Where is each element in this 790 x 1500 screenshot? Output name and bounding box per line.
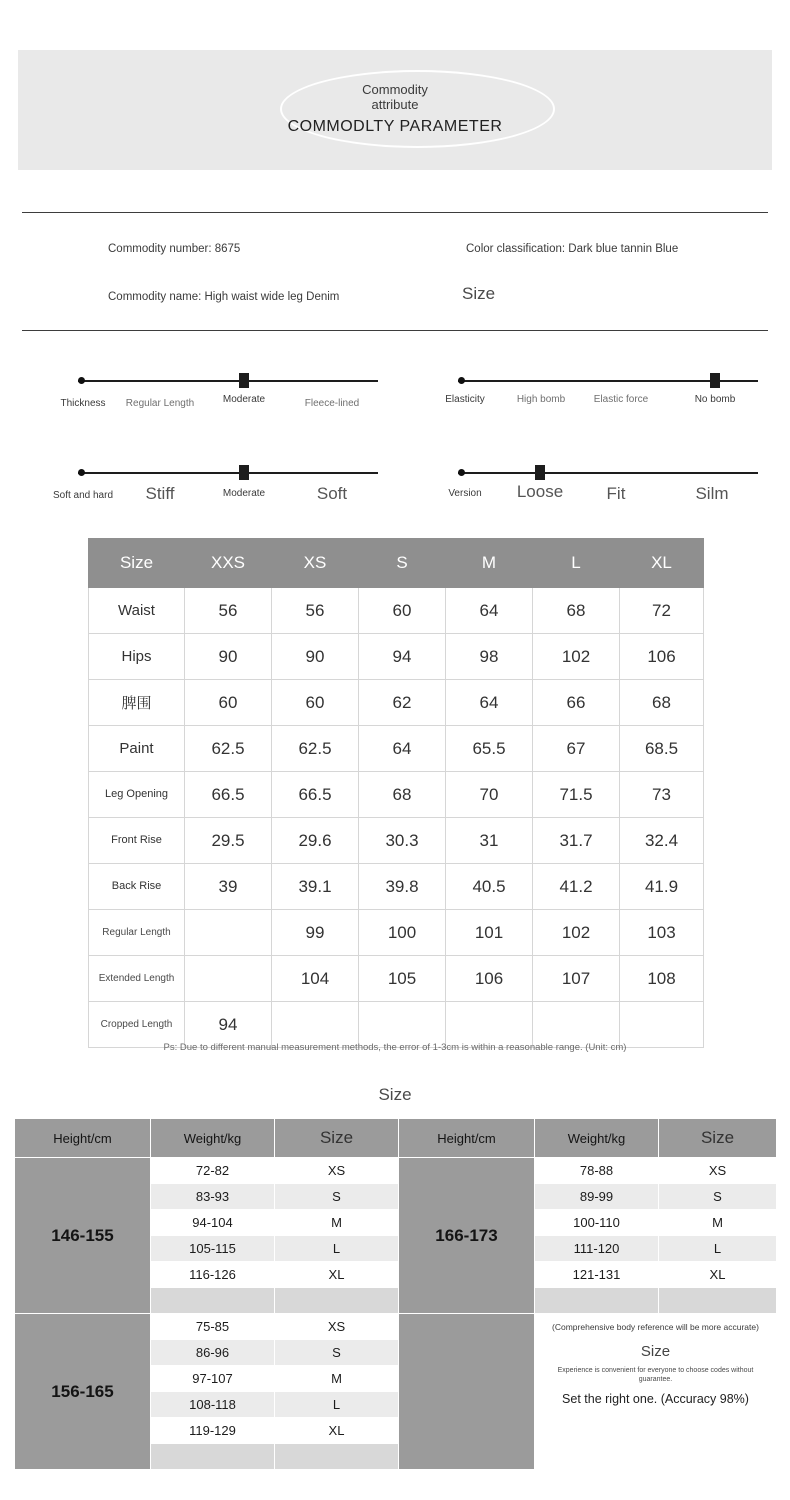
table-cell: 29.5 [185, 818, 272, 864]
row-label: Hips [89, 634, 185, 680]
rec-size: XL [659, 1262, 777, 1288]
table-cell: 98 [446, 634, 533, 680]
slider-start-dot [458, 469, 465, 476]
rec-weight: 89-99 [535, 1184, 659, 1210]
rec-weight: 105-115 [151, 1236, 275, 1262]
table-cell: 73 [620, 772, 704, 818]
slider-marker[interactable] [710, 373, 720, 388]
commodity-name: Commodity name: High waist wide leg Denim [108, 291, 340, 303]
banner-subtitle [18, 82, 772, 112]
row-label: 脾围 [89, 680, 185, 726]
rec-height-group-166-173: 166-173 [399, 1158, 535, 1314]
rec-empty-cell [151, 1288, 275, 1314]
slider-thickness-lead: Thickness [60, 398, 106, 409]
table-row [89, 818, 704, 864]
table-cell: 41.9 [620, 864, 704, 910]
table-cell: 106 [446, 956, 533, 1002]
table-header-row [89, 539, 704, 588]
slider-marker[interactable] [239, 465, 249, 480]
table-cell: 108 [620, 956, 704, 1002]
rec-header-size-right: Size [659, 1119, 777, 1158]
slider-marker[interactable] [239, 373, 249, 388]
table-header-cell: XXS [185, 539, 272, 588]
size-recommendation-title: Size [378, 1085, 412, 1104]
rec-empty-cell [151, 1444, 275, 1470]
table-cell: 72 [620, 588, 704, 634]
slider-thickness-option-0[interactable]: Regular Length [125, 398, 195, 409]
table-row [89, 680, 704, 726]
table-cell: 41.2 [533, 864, 620, 910]
rec-header-height-left: Height/cm [15, 1119, 151, 1158]
table-cell: 68 [359, 772, 446, 818]
color-classification: Color classification: Dark blue tannin Blue [466, 243, 679, 255]
table-cell: 32.4 [620, 818, 704, 864]
rec-size: L [275, 1236, 399, 1262]
table-cell: 65.5 [446, 726, 533, 772]
slider-start-dot [78, 377, 85, 384]
slider-version-option-2[interactable]: Silm [695, 484, 729, 503]
table-cell: 60 [185, 680, 272, 726]
table-cell: 68 [533, 588, 620, 634]
table-cell: 106 [620, 634, 704, 680]
table-cell: 70 [446, 772, 533, 818]
rec-note-line1: (Comprehensive body reference will be more accurate) [552, 1322, 759, 1332]
table-cell: 103 [620, 910, 704, 956]
row-label: Regular Length [89, 910, 185, 956]
measurement-note: Ps: Due to different manual measurement methods, the error of 1-3cm is within a reasonable range. (Unit: cm) [163, 1042, 627, 1053]
row-label: Cropped Length [89, 1002, 185, 1048]
rec-size: S [275, 1340, 399, 1366]
rec-height-group-146-155: 146-155 [15, 1158, 151, 1314]
commodity-number: Commodity number: 8675 [108, 243, 241, 255]
table-cell: 29.6 [272, 818, 359, 864]
table-cell: 62 [359, 680, 446, 726]
divider-bottom [22, 330, 768, 331]
table-cell: 105 [359, 956, 446, 1002]
rec-row [15, 1158, 777, 1184]
table-row [89, 588, 704, 634]
row-label: Leg Opening [89, 772, 185, 818]
table-cell: 71.5 [533, 772, 620, 818]
table-cell: 94 [185, 1002, 272, 1048]
slider-marker[interactable] [535, 465, 545, 480]
rec-empty-cell [535, 1288, 659, 1314]
slider-track [458, 472, 758, 474]
table-row [89, 864, 704, 910]
table-cell: 60 [272, 680, 359, 726]
table-cell: 67 [533, 726, 620, 772]
table-header-cell: XL [620, 539, 704, 588]
rec-weight: 119-129 [151, 1418, 275, 1444]
table-cell [620, 1002, 704, 1048]
banner-subtitle-line2: attribute [371, 97, 419, 112]
rec-weight: 72-82 [151, 1158, 275, 1184]
slider-elasticity-option-2[interactable]: No bomb [694, 394, 736, 405]
rec-header-row [15, 1119, 777, 1158]
rec-weight: 121-131 [535, 1262, 659, 1288]
slider-thickness-option-1[interactable]: Moderate [222, 394, 266, 405]
table-header-cell: M [446, 539, 533, 588]
slider-softness-option-0[interactable]: Stiff [145, 484, 175, 503]
rec-header-weight-left: Weight/kg [151, 1119, 275, 1158]
rec-weight: 86-96 [151, 1340, 275, 1366]
slider-start-dot [78, 469, 85, 476]
slider-track [78, 472, 378, 474]
rec-size: XL [275, 1262, 399, 1288]
rec-empty-cell [659, 1288, 777, 1314]
slider-elasticity-option-0[interactable]: High bomb [516, 394, 566, 405]
table-cell: 64 [359, 726, 446, 772]
table-cell: 39.8 [359, 864, 446, 910]
banner-subtitle-line1: Commodity [362, 82, 428, 97]
rec-empty-cell [275, 1288, 399, 1314]
rec-size: XS [659, 1158, 777, 1184]
rec-header-weight-right: Weight/kg [535, 1119, 659, 1158]
size-heading-top: Size [462, 284, 496, 303]
banner-title: COMMODLTY PARAMETER [287, 118, 503, 135]
rec-size: S [659, 1184, 777, 1210]
table-cell: 60 [359, 588, 446, 634]
table-cell: 90 [272, 634, 359, 680]
table-cell [359, 1002, 446, 1048]
table-cell: 102 [533, 634, 620, 680]
table-header-cell: XS [272, 539, 359, 588]
table-row [89, 772, 704, 818]
rec-empty-group [399, 1314, 535, 1470]
table-cell [185, 956, 272, 1002]
table-row [89, 910, 704, 956]
rec-weight: 111-120 [535, 1236, 659, 1262]
table-header-cell: L [533, 539, 620, 588]
table-cell: 62.5 [185, 726, 272, 772]
rec-empty-cell [275, 1444, 399, 1470]
row-label: Paint [89, 726, 185, 772]
rec-note-block [535, 1314, 777, 1470]
divider-top [22, 212, 768, 213]
slider-version-option-1[interactable]: Fit [606, 484, 626, 503]
table-cell: 64 [446, 680, 533, 726]
slider-track [78, 380, 378, 382]
rec-weight: 83-93 [151, 1184, 275, 1210]
row-label: Back Rise [89, 864, 185, 910]
slider-version-option-0[interactable]: Loose [516, 482, 564, 501]
table-cell: 39.1 [272, 864, 359, 910]
table-cell [272, 1002, 359, 1048]
rec-weight: 78-88 [535, 1158, 659, 1184]
slider-start-dot [458, 377, 465, 384]
rec-weight: 108-118 [151, 1392, 275, 1418]
rec-size: L [659, 1236, 777, 1262]
table-cell [533, 1002, 620, 1048]
rec-weight: 116-126 [151, 1262, 275, 1288]
table-cell: 39 [185, 864, 272, 910]
table-cell: 68.5 [620, 726, 704, 772]
table-cell: 66.5 [272, 772, 359, 818]
table-cell: 64 [446, 588, 533, 634]
table-cell: 56 [272, 588, 359, 634]
table-cell: 104 [272, 956, 359, 1002]
slider-thickness-option-2[interactable]: Fleece-lined [304, 398, 360, 409]
rec-size: M [659, 1210, 777, 1236]
table-cell: 90 [185, 634, 272, 680]
table-cell: 68 [620, 680, 704, 726]
table-cell: 107 [533, 956, 620, 1002]
measurement-table [88, 538, 704, 1048]
rec-note-line2: Experience is convenient for everyone to choose codes without guarantee. [557, 1367, 754, 1383]
rec-weight: 94-104 [151, 1210, 275, 1236]
rec-height-group-156-165: 156-165 [15, 1314, 151, 1470]
table-cell: 66.5 [185, 772, 272, 818]
table-header-cell: S [359, 539, 446, 588]
slider-softness-option-1[interactable]: Moderate [222, 488, 266, 499]
table-cell: 99 [272, 910, 359, 956]
rec-header-size-left: Size [275, 1119, 399, 1158]
table-cell: 102 [533, 910, 620, 956]
table-row [89, 634, 704, 680]
rec-size: M [275, 1210, 399, 1236]
table-cell [446, 1002, 533, 1048]
rec-note-line3: Set the right one. (Accuracy 98%) [562, 1392, 749, 1406]
table-header-cell: Size [89, 539, 185, 588]
table-cell: 62.5 [272, 726, 359, 772]
table-cell: 66 [533, 680, 620, 726]
rec-weight: 97-107 [151, 1366, 275, 1392]
table-cell: 31 [446, 818, 533, 864]
rec-size: XS [275, 1314, 399, 1340]
table-cell: 40.5 [446, 864, 533, 910]
rec-size: XL [275, 1418, 399, 1444]
table-row [89, 1002, 704, 1048]
size-recommendation-table [14, 1118, 777, 1470]
table-cell: 56 [185, 588, 272, 634]
rec-weight: 100-110 [535, 1210, 659, 1236]
slider-softness-option-2[interactable]: Soft [316, 484, 348, 503]
table-row [89, 726, 704, 772]
rec-weight: 75-85 [151, 1314, 275, 1340]
row-label: Front Rise [89, 818, 185, 864]
rec-size: S [275, 1184, 399, 1210]
slider-version-lead: Version [448, 488, 482, 499]
slider-elasticity-lead: Elasticity [445, 394, 485, 405]
table-row [89, 956, 704, 1002]
table-cell [185, 910, 272, 956]
table-cell: 94 [359, 634, 446, 680]
slider-softness-lead: Soft and hard [52, 490, 114, 501]
rec-header-height-right: Height/cm [399, 1119, 535, 1158]
rec-row [15, 1314, 777, 1340]
table-cell: 101 [446, 910, 533, 956]
header-banner [18, 50, 772, 170]
table-cell: 31.7 [533, 818, 620, 864]
rec-size: L [275, 1392, 399, 1418]
slider-elasticity-option-1[interactable]: Elastic force [593, 394, 649, 405]
table-cell: 100 [359, 910, 446, 956]
rec-size: XS [275, 1158, 399, 1184]
table-cell: 30.3 [359, 818, 446, 864]
row-label: Waist [89, 588, 185, 634]
rec-note-size-word: Size [640, 1343, 671, 1360]
rec-size: M [275, 1366, 399, 1392]
row-label: Extended Length [89, 956, 185, 1002]
